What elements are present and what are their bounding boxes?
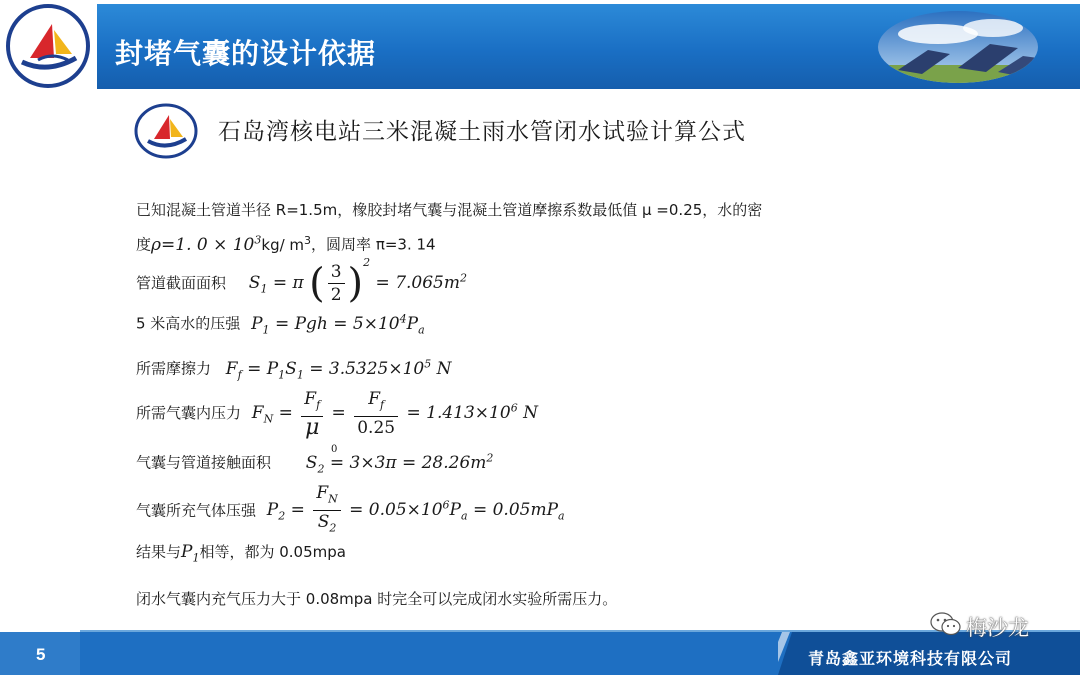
conclusion-line: 闭水气囊内充气压力大于 0.08mpa 时完全可以完成闭水实验所需压力。 [136, 590, 618, 608]
s1-formula: $S_1 = \pi$ ( $\frac{3}{2}$ )$^2 = 7.065m^2$ [248, 256, 467, 307]
watermark-text: 梅沙龙 [966, 616, 1029, 640]
p2-label: 气囊所充气体压强 [136, 501, 257, 520]
formula-s1-row [136, 256, 467, 306]
density-unit: kg/ $m^3$ [261, 233, 312, 254]
slide-title: 封堵气囊的设计依据 [115, 37, 377, 70]
given-conditions-line-1: 已知混凝土管道半径 R=1.5m，橡胶封堵气囊与混凝土管道摩擦系数最低值 μ =0.25，水的密 [136, 201, 763, 219]
fn-formula: $F_N$ = $\frac{F_f}{\mu}$ = $\frac{F_f}{0.25}$ = $1.413\times 10^6$ N [251, 389, 538, 441]
fn-label: 所需气囊内压力 [136, 404, 242, 423]
formula-fn-row [136, 388, 538, 439]
s2-formula: $S_2 = 3\times 3\pi = 28.26m^2$ [305, 451, 494, 476]
content-logo [134, 103, 198, 159]
ff-label: 所需摩擦力 [136, 359, 212, 378]
calculation-heading: 石岛湾核电站三米混凝土雨水管闭水试验计算公式 [218, 119, 746, 145]
page-number: 5 [36, 645, 46, 664]
result-line: 结果与$P_1$相等，都为 0.05mpa [136, 542, 346, 565]
given-line2-prefix: 度 [136, 235, 152, 254]
pi-value: ，圆周率 π=3. 14 [311, 235, 436, 254]
s1-label: 管道截面面积 [136, 274, 227, 292]
formula-p2-row [136, 482, 565, 540]
formula-p1-row [136, 312, 425, 336]
s2-label: 气囊与管道接触面积 [136, 453, 272, 472]
density-value: ρ=1. $0 \times 10^3$ [151, 233, 262, 255]
formula-s2-row [136, 451, 493, 475]
slide-header [0, 0, 1080, 91]
solar-panel-photo [878, 10, 1038, 85]
result-p1: $P_1$ [181, 542, 200, 565]
p1-formula: $P_1$ = Pgh = $5\times 10^4P_a$ [251, 312, 425, 337]
p1-label: 5 米高水的压强 [136, 314, 241, 333]
ff-formula: $F_f = P_1S_1 = 3.5325\times 10^5$ N [225, 357, 452, 382]
given-conditions-line-2 [136, 233, 436, 255]
formula-ff-row [136, 357, 452, 381]
wechat-icon [930, 611, 962, 637]
p2-formula: $P_2$ = $\frac{F_N}{S_2}$ = $0.05\times 10^6P_a = 0.05mP_a$ [266, 483, 565, 535]
xinya-guard-logo [2, 2, 94, 90]
company-name: 青岛鑫亚环境科技有限公司 [808, 649, 1013, 668]
s2-zero-mark: 0 [331, 444, 338, 455]
